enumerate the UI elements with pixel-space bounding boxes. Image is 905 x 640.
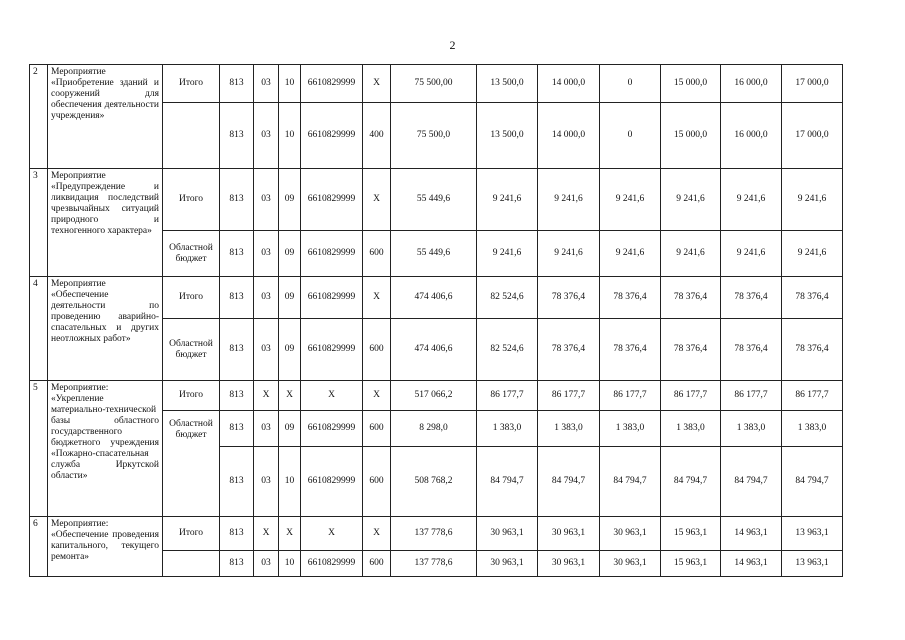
cell-vr: 400	[363, 103, 391, 169]
measure-name: Мероприятие: «Обеспечение проведения капитального, текущего ремонта»	[48, 517, 163, 577]
cell-pr: 09	[279, 277, 301, 319]
cell-vr: 600	[363, 411, 391, 447]
cell-y3: 86 177,7	[600, 381, 661, 411]
table-row	[30, 65, 843, 103]
cell-csr: 6610829999	[301, 411, 363, 447]
table-row	[30, 277, 843, 319]
cell-y1: 86 177,7	[477, 381, 538, 411]
cell-y5: 84 794,7	[721, 447, 782, 517]
cell-y3: 84 794,7	[600, 447, 661, 517]
measure-name: Мероприятие «Предупреждение и ликвидация последствий чрезвычайных ситуаций природного и техногенного характера»	[48, 169, 163, 277]
budget-table	[29, 64, 843, 577]
cell-y6: 17 000,0	[782, 65, 843, 103]
cell-y3: 9 241,6	[600, 169, 661, 231]
cell-y1: 30 963,1	[477, 517, 538, 551]
cell-y4: 78 376,4	[661, 319, 721, 381]
cell-pr: 10	[279, 65, 301, 103]
cell-y5: 9 241,6	[721, 231, 782, 277]
row-number: 4	[30, 277, 48, 381]
cell-y1: 13 500,0	[477, 103, 538, 169]
cell-y4: 9 241,6	[661, 231, 721, 277]
cell-y1: 1 383,0	[477, 411, 538, 447]
cell-grbs: 813	[220, 411, 254, 447]
cell-total: 137 778,6	[391, 551, 477, 577]
cell-y5: 78 376,4	[721, 319, 782, 381]
cell-y6: 86 177,7	[782, 381, 843, 411]
cell-vr: Х	[363, 517, 391, 551]
funding-source: Областной бюджет	[163, 231, 220, 277]
cell-total: 8 298,0	[391, 411, 477, 447]
cell-csr: Х	[301, 381, 363, 411]
cell-y2: 84 794,7	[538, 447, 600, 517]
measure-name: Мероприятие «Приобретение зданий и сооружений для обеспечения деятельности учреждения»	[48, 65, 163, 169]
cell-total: 55 449,6	[391, 231, 477, 277]
cell-y5: 1 383,0	[721, 411, 782, 447]
cell-pr: 10	[279, 103, 301, 169]
table-row	[30, 169, 843, 231]
cell-total: 508 768,2	[391, 447, 477, 517]
cell-y5: 14 963,1	[721, 551, 782, 577]
cell-y4: 86 177,7	[661, 381, 721, 411]
cell-y4: 15 963,1	[661, 517, 721, 551]
funding-source: Итого	[163, 169, 220, 231]
cell-y5: 78 376,4	[721, 277, 782, 319]
cell-csr: 6610829999	[301, 169, 363, 231]
funding-source	[163, 551, 220, 577]
cell-y5: 86 177,7	[721, 381, 782, 411]
cell-pr: Х	[279, 381, 301, 411]
cell-pr: 10	[279, 551, 301, 577]
cell-y1: 84 794,7	[477, 447, 538, 517]
cell-total: 474 406,6	[391, 277, 477, 319]
cell-vr: Х	[363, 277, 391, 319]
funding-source: Итого	[163, 65, 220, 103]
cell-pr: 09	[279, 319, 301, 381]
cell-pr: 09	[279, 411, 301, 447]
cell-vr: 600	[363, 231, 391, 277]
row-number: 6	[30, 517, 48, 577]
cell-csr: 6610829999	[301, 447, 363, 517]
cell-csr: 6610829999	[301, 319, 363, 381]
cell-grbs: 813	[220, 103, 254, 169]
cell-y3: 1 383,0	[600, 411, 661, 447]
cell-pr: 09	[279, 231, 301, 277]
cell-y4: 84 794,7	[661, 447, 721, 517]
cell-grbs: 813	[220, 65, 254, 103]
cell-csr: 6610829999	[301, 551, 363, 577]
cell-y6: 84 794,7	[782, 447, 843, 517]
cell-y3: 30 963,1	[600, 517, 661, 551]
row-number: 2	[30, 65, 48, 169]
cell-rz: 03	[254, 231, 279, 277]
cell-rz: 03	[254, 319, 279, 381]
cell-grbs: 813	[220, 517, 254, 551]
funding-source: Итого	[163, 381, 220, 411]
measure-name: Мероприятие: «Укрепление материально-технической базы областного государственного бюджетного учреждения «Пожарно-спасательная служба Иркутской области»	[48, 381, 163, 517]
cell-rz: Х	[254, 381, 279, 411]
funding-source	[163, 103, 220, 169]
cell-y5: 9 241,6	[721, 169, 782, 231]
cell-csr: 6610829999	[301, 277, 363, 319]
cell-y1: 9 241,6	[477, 231, 538, 277]
cell-y2: 30 963,1	[538, 517, 600, 551]
cell-y6: 1 383,0	[782, 411, 843, 447]
cell-y1: 82 524,6	[477, 277, 538, 319]
cell-vr: Х	[363, 65, 391, 103]
cell-rz: Х	[254, 517, 279, 551]
cell-y1: 30 963,1	[477, 551, 538, 577]
cell-y3: 30 963,1	[600, 551, 661, 577]
cell-y6: 78 376,4	[782, 319, 843, 381]
cell-y2: 86 177,7	[538, 381, 600, 411]
cell-y5: 16 000,0	[721, 103, 782, 169]
cell-rz: 03	[254, 65, 279, 103]
cell-rz: 03	[254, 551, 279, 577]
cell-total: 517 066,2	[391, 381, 477, 411]
cell-y5: 14 963,1	[721, 517, 782, 551]
cell-y4: 1 383,0	[661, 411, 721, 447]
funding-source: Итого	[163, 517, 220, 551]
cell-rz: 03	[254, 169, 279, 231]
cell-vr: Х	[363, 381, 391, 411]
cell-vr: Х	[363, 169, 391, 231]
cell-grbs: 813	[220, 381, 254, 411]
row-number: 5	[30, 381, 48, 517]
cell-rz: 03	[254, 411, 279, 447]
cell-y4: 9 241,6	[661, 169, 721, 231]
funding-source: Областной бюджет	[163, 319, 220, 381]
cell-y3: 9 241,6	[600, 231, 661, 277]
cell-y1: 82 524,6	[477, 319, 538, 381]
cell-y6: 13 963,1	[782, 551, 843, 577]
cell-y2: 78 376,4	[538, 277, 600, 319]
cell-vr: 600	[363, 447, 391, 517]
cell-csr: 6610829999	[301, 103, 363, 169]
cell-y2: 78 376,4	[538, 319, 600, 381]
cell-y5: 16 000,0	[721, 65, 782, 103]
cell-y3: 78 376,4	[600, 277, 661, 319]
cell-csr: 6610829999	[301, 231, 363, 277]
cell-y2: 14 000,0	[538, 103, 600, 169]
cell-y2: 30 963,1	[538, 551, 600, 577]
cell-y2: 1 383,0	[538, 411, 600, 447]
cell-csr: 6610829999	[301, 65, 363, 103]
cell-y2: 9 241,6	[538, 169, 600, 231]
table-row	[30, 381, 843, 411]
cell-y4: 15 000,0	[661, 103, 721, 169]
funding-source: Итого	[163, 277, 220, 319]
cell-y4: 15 000,0	[661, 65, 721, 103]
cell-y6: 9 241,6	[782, 231, 843, 277]
cell-vr: 600	[363, 319, 391, 381]
cell-y6: 78 376,4	[782, 277, 843, 319]
cell-y3: 0	[600, 65, 661, 103]
table-row	[30, 517, 843, 551]
cell-total: 137 778,6	[391, 517, 477, 551]
page-number: 2	[449, 38, 456, 52]
cell-y3: 78 376,4	[600, 319, 661, 381]
measure-name: Мероприятие «Обеспечение деятельности по проведению аварийно-спасательных и других неотложных работ»	[48, 277, 163, 381]
cell-pr: 10	[279, 447, 301, 517]
cell-y2: 14 000,0	[538, 65, 600, 103]
cell-total: 75 500,0	[391, 103, 477, 169]
cell-y1: 13 500,0	[477, 65, 538, 103]
cell-y4: 78 376,4	[661, 277, 721, 319]
cell-grbs: 813	[220, 319, 254, 381]
cell-grbs: 813	[220, 169, 254, 231]
funding-source: Областной бюджет	[163, 411, 220, 517]
cell-grbs: 813	[220, 551, 254, 577]
cell-y3: 0	[600, 103, 661, 169]
row-number: 3	[30, 169, 48, 277]
cell-grbs: 813	[220, 277, 254, 319]
cell-y2: 9 241,6	[538, 231, 600, 277]
cell-total: 75 500,00	[391, 65, 477, 103]
cell-total: 55 449,6	[391, 169, 477, 231]
cell-y6: 9 241,6	[782, 169, 843, 231]
cell-rz: 03	[254, 103, 279, 169]
cell-y1: 9 241,6	[477, 169, 538, 231]
cell-vr: 600	[363, 551, 391, 577]
cell-y4: 15 963,1	[661, 551, 721, 577]
cell-y6: 13 963,1	[782, 517, 843, 551]
cell-pr: 09	[279, 169, 301, 231]
cell-grbs: 813	[220, 447, 254, 517]
cell-total: 474 406,6	[391, 319, 477, 381]
cell-pr: Х	[279, 517, 301, 551]
cell-csr: Х	[301, 517, 363, 551]
cell-y6: 17 000,0	[782, 103, 843, 169]
cell-grbs: 813	[220, 231, 254, 277]
cell-rz: 03	[254, 447, 279, 517]
cell-rz: 03	[254, 277, 279, 319]
